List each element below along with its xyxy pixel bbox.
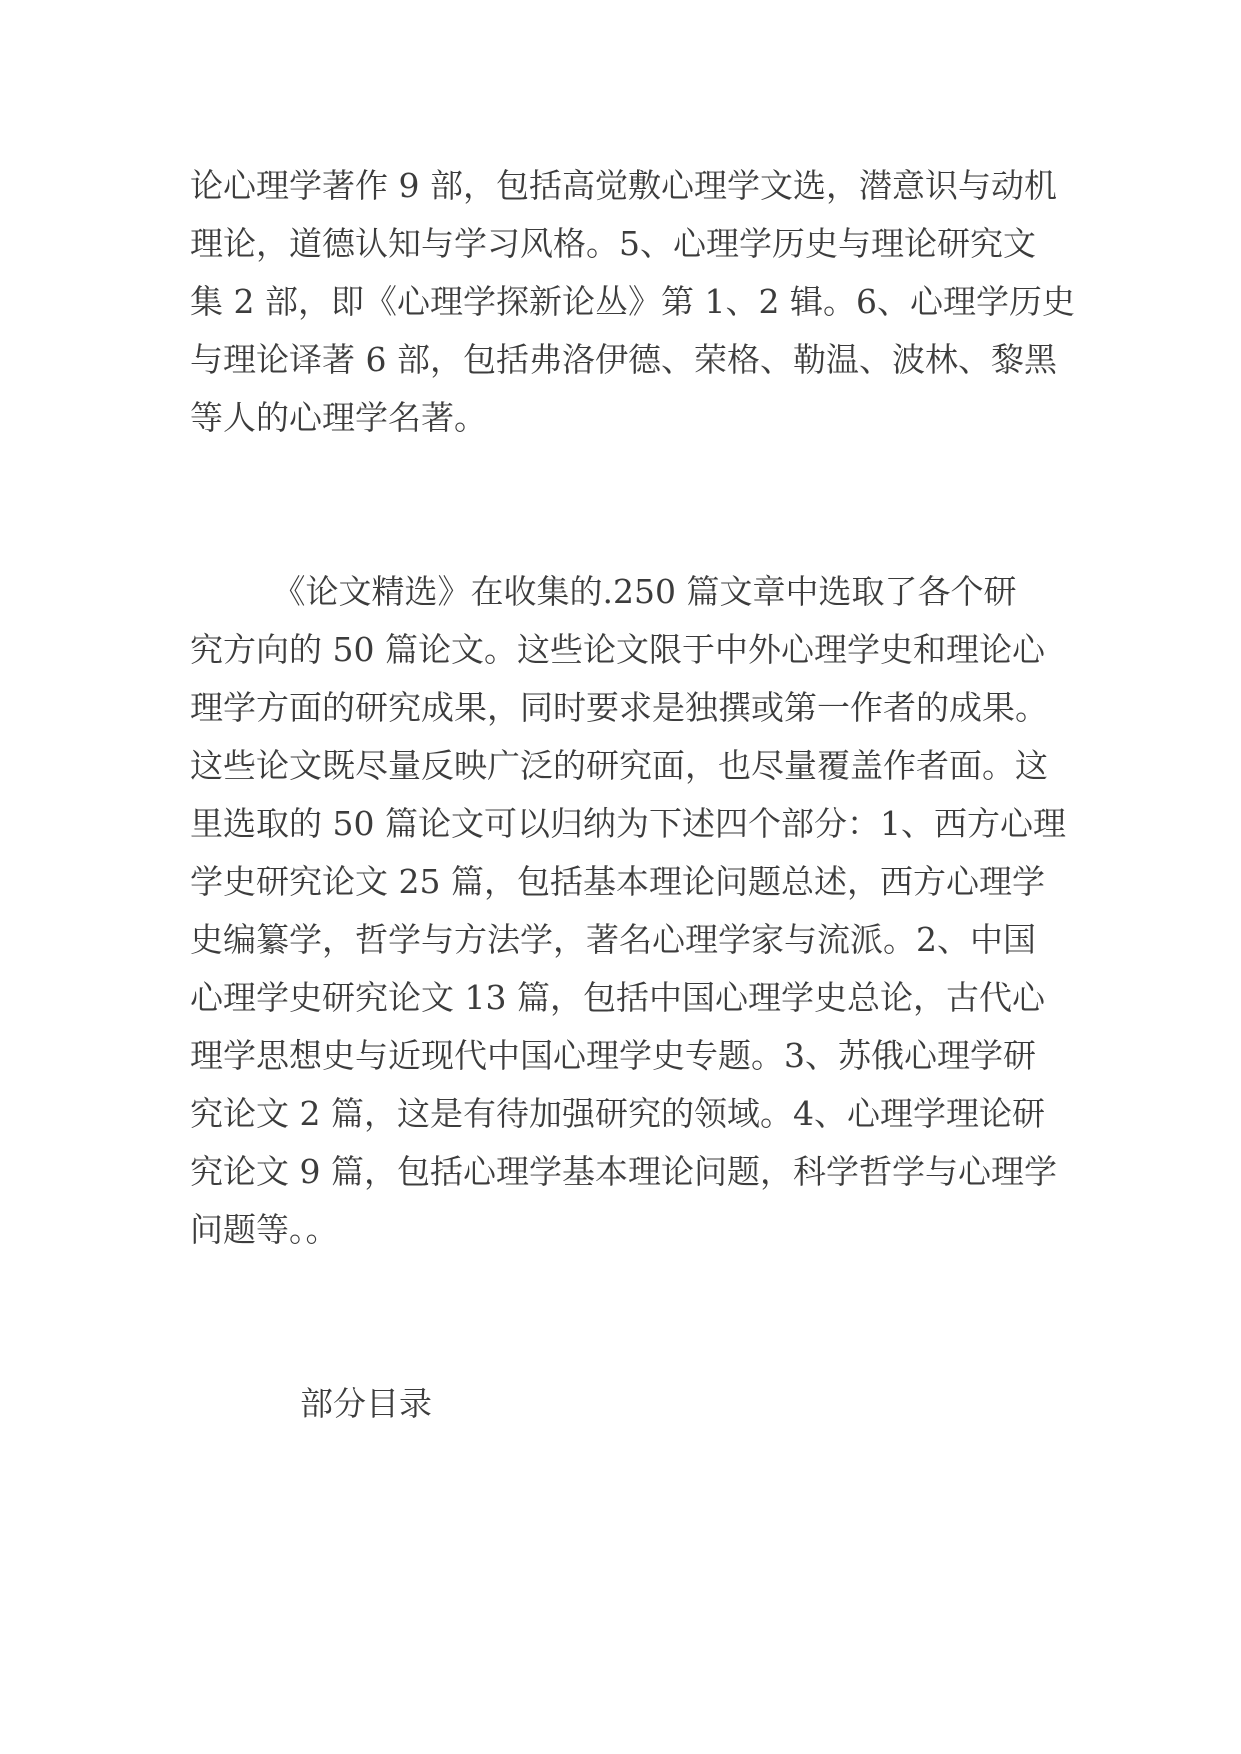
text-line: 理学思想史与近现代中国心理学史专题。3、苏俄心理学研 xyxy=(190,1036,1036,1075)
text-line: 究方向的 50 篇论文。这些论文限于中外心理学史和理论心 xyxy=(190,630,1045,669)
text-line: 与理论译著 6 部，包括弗洛伊德、荣格、勒温、波林、黎黑 xyxy=(190,340,1057,379)
text-line: 心理学史研究论文 13 篇，包括中国心理学史总论，古代心 xyxy=(190,978,1045,1017)
text-line: 究论文 9 篇，包括心理学基本理论问题，科学哲学与心理学 xyxy=(190,1152,1057,1191)
text-line: 集 2 部，即《心理学探新论丛》第 1、2 辑。6、心理学历史 xyxy=(190,282,1075,321)
text-line: 问题等。。 xyxy=(190,1210,339,1249)
text-line: 这些论文既尽量反映广泛的研究面，也尽量覆盖作者面。这 xyxy=(190,746,1048,785)
text-line: 里选取的 50 篇论文可以归纳为下述四个部分：1、西方心理 xyxy=(190,804,1066,843)
section-heading: 部分目录 xyxy=(300,1384,432,1423)
text-line: 理论，道德认知与学习风格。5、心理学历史与理论研究文 xyxy=(190,224,1036,263)
text-line: 究论文 2 篇，这是有待加强研究的领域。4、心理学理论研 xyxy=(190,1094,1045,1133)
text-line: 等人的心理学名著。 xyxy=(190,398,487,437)
text-line: 理学方面的研究成果，同时要求是独撰或第一作者的成果。 xyxy=(190,688,1048,727)
text-line: 史编纂学，哲学与方法学，著名心理学家与流派。2、中国 xyxy=(190,920,1036,959)
text-line: 《论文精选》在收集的.250 篇文章中选取了各个研 xyxy=(190,572,1017,611)
text-line: 论心理学著作 9 部，包括高觉敷心理学文选，潜意识与动机 xyxy=(190,166,1057,205)
text-line: 学史研究论文 25 篇，包括基本理论问题总述，西方心理学 xyxy=(190,862,1045,901)
